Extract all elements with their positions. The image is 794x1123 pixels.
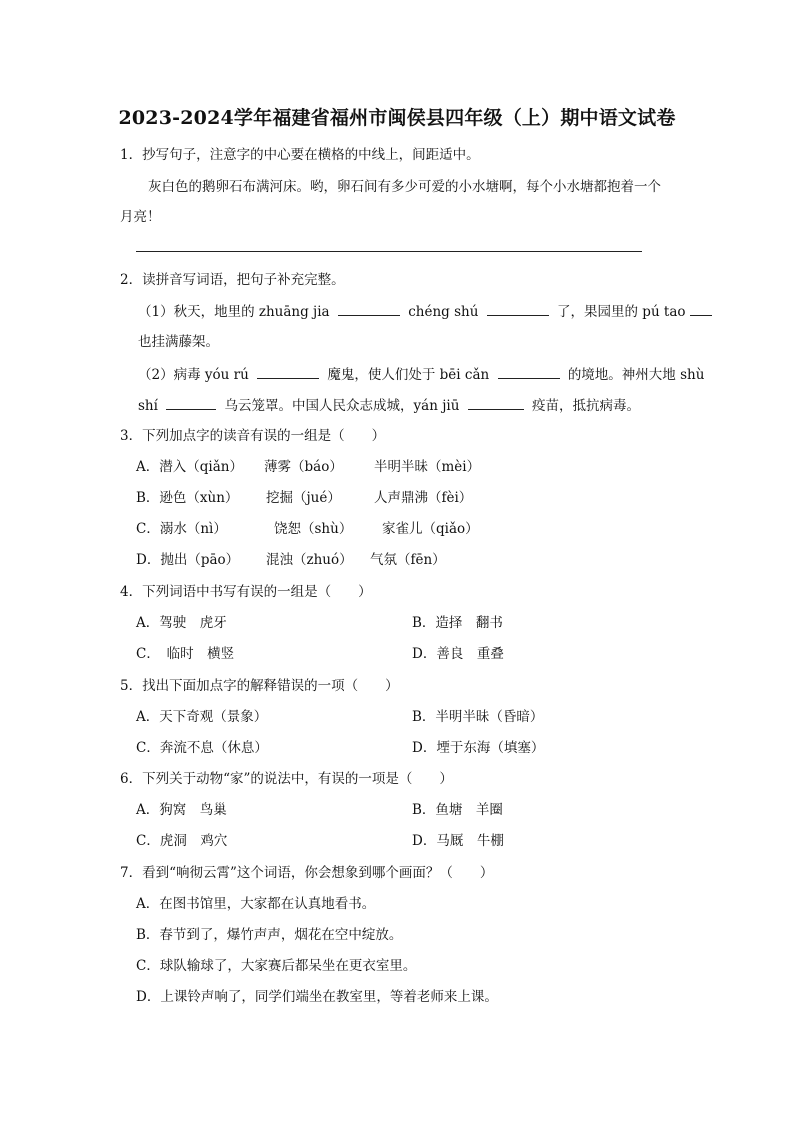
q2-blank-chengshu[interactable]: [487, 302, 549, 316]
q6-option-b[interactable]: B．鱼塘 羊圈: [412, 802, 503, 818]
q2-s1-part-c: 了，果园里的 pú tao: [557, 304, 686, 320]
q5-option-c[interactable]: C．奔流不息（休息）: [136, 740, 268, 756]
q3-option-a-1[interactable]: A．潜入（qiǎn）: [136, 459, 243, 475]
q2-s1-part-d: 也挂满藤架。: [138, 334, 219, 350]
q3-option-d-3: 气氛（fēn）: [370, 552, 446, 568]
q3-option-d-2: 混浊（zhuó）: [266, 552, 353, 568]
q2-s2-part-d: shí: [138, 398, 158, 414]
q4-option-c[interactable]: C． 临时 横竖: [136, 646, 235, 662]
q2-stem: 2．读拼音写词语，把句子补充完整。: [120, 272, 345, 288]
q4-option-b[interactable]: B．造择 翻书: [412, 615, 503, 631]
q2-blank-beican[interactable]: [498, 365, 560, 379]
q5-stem: 5．找出下面加点字的解释错误的一项（ ）: [120, 678, 399, 694]
q3-option-c-3: 家雀儿（qiǎo）: [382, 521, 479, 537]
q7-option-b[interactable]: B．春节到了，爆竹声声，烟花在空中绽放。: [136, 927, 403, 943]
q4-stem: 4．下列词语中书写有误的一组是（ ）: [120, 584, 372, 600]
q2-blank-shushi[interactable]: [166, 396, 216, 410]
q2-blank-youru[interactable]: [257, 365, 319, 379]
q7-stem: 7．看到“响彻云霄”这个词语，你会想象到哪个画面？（ ）: [120, 865, 494, 881]
q1-passage-line1: 灰白色的鹅卵石布满河床。哟，卵石间有多少可爱的小水塘啊，每个小水塘都抱着一个: [148, 179, 661, 195]
q1-passage-line2: 月亮！: [120, 209, 161, 225]
q2-blank-yanjiu[interactable]: [468, 396, 524, 410]
q5-option-d[interactable]: D．堙于东海（填塞）: [412, 740, 545, 756]
q3-option-d-1[interactable]: D．抛出（pāo）: [136, 552, 240, 568]
q3-option-a-2: 薄雾（báo）: [264, 459, 343, 475]
q6-stem: 6．下列关于动物“家”的说法中，有误的一项是（ ）: [120, 771, 453, 787]
q3-option-b-1[interactable]: B．逊色（xùn）: [136, 490, 239, 506]
q3-option-a-3: 半明半昧（mèi）: [374, 459, 481, 475]
q2-s1-part-a: （1）秋天，地里的 zhuāng jia: [138, 304, 330, 320]
q3-option-b-2: 挖掘（jué）: [266, 490, 341, 506]
q7-option-a[interactable]: A．在图书馆里，大家都在认真地看书。: [136, 896, 376, 912]
q2-sentence2: [138, 365, 704, 384]
q2-s2-part-a: （2）病毒 yóu rú: [138, 367, 249, 383]
q4-option-d[interactable]: D．善良 重叠: [412, 646, 504, 662]
q2-s2-part-e: 乌云笼罩。中国人民众志成城，yán jiū: [224, 398, 460, 414]
q2-sentence2-cont: [138, 396, 640, 415]
q3-option-c-2: 饶恕（shù）: [274, 521, 353, 537]
q4-option-a[interactable]: A．驾驶 虎牙: [136, 615, 227, 631]
q2-s1-part-b: chéng shú: [408, 304, 479, 320]
q2-blank-putao[interactable]: [690, 302, 712, 316]
q7-option-d[interactable]: D．上课铃声响了，同学们端坐在教室里，等着老师来上课。: [136, 989, 498, 1005]
q6-option-a[interactable]: A．狗窝 鸟巢: [136, 802, 227, 818]
q2-sentence1: [138, 302, 716, 321]
q2-s2-part-c: 的境地。神州大地 shù: [567, 367, 705, 383]
q6-option-c[interactable]: C．虎洞 鸡穴: [136, 833, 228, 849]
q6-option-d[interactable]: D．马厩 牛棚: [412, 833, 504, 849]
q1-answer-line[interactable]: [136, 251, 642, 252]
q2-blank-zhuangjia[interactable]: [338, 302, 400, 316]
q3-stem: 3．下列加点字的读音有误的一组是（ ）: [120, 428, 386, 444]
q3-option-b-3: 人声鼎沸（fèi）: [374, 490, 473, 506]
exam-title: 2023-2024学年福建省福州市闽侯县四年级（上）期中语文试卷: [118, 107, 676, 129]
q1-stem: 1．抄写句子，注意字的中心要在横格的中线上，间距适中。: [120, 147, 480, 163]
q2-s2-part-b: 魔鬼，使人们处于 bēi cǎn: [327, 367, 490, 383]
q5-option-a[interactable]: A．天下奇观（景象）: [136, 709, 268, 725]
q2-s2-part-f: 疫苗，抵抗病毒。: [532, 398, 640, 414]
q5-option-b[interactable]: B．半明半昧（昏暗）: [412, 709, 544, 725]
q3-option-c-1[interactable]: C．溺水（nì）: [136, 521, 227, 537]
q7-option-c[interactable]: C．球队输球了，大家赛后都呆坐在更衣室里。: [136, 958, 417, 974]
